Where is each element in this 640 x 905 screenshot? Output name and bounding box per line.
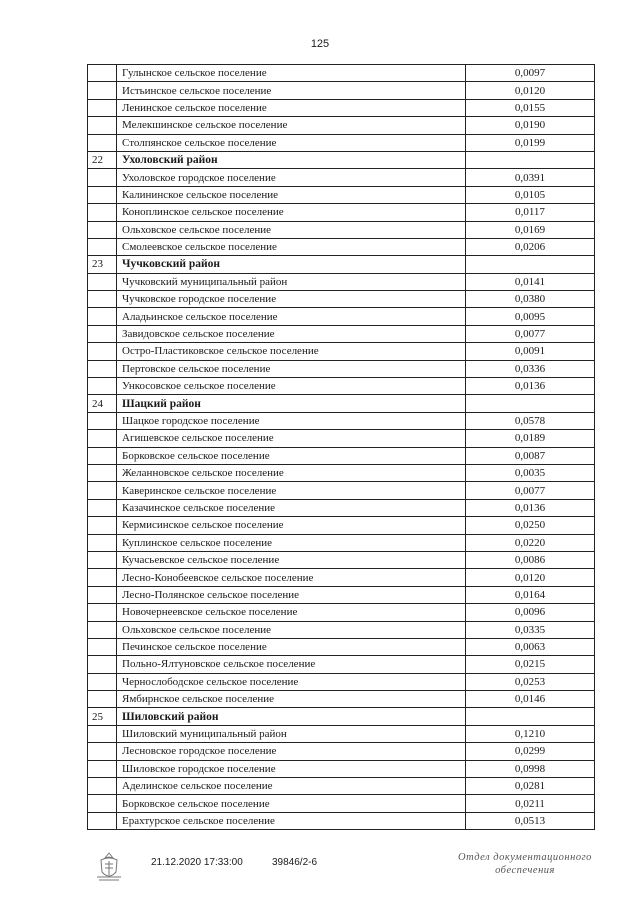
coefficient-cell: 0,0199 [466,134,595,151]
coefficient-cell: 0,0578 [466,412,595,429]
settlement-name-cell: Лесновское городское поселение [117,743,466,760]
coefficient-cell: 0,0155 [466,99,595,116]
settlement-row [88,551,595,568]
footer-document-number: 39846/2-6 [272,857,318,868]
settlement-name-cell: Чучковский муниципальный район [117,273,466,290]
settlement-row [88,778,595,795]
row-number-cell [88,238,117,255]
row-number-cell [88,517,117,534]
settlement-name-cell: Смолеевское сельское поселение [117,238,466,255]
settlement-name-cell: Ямбирнское сельское поселение [117,691,466,708]
page-number: 125 [310,38,330,50]
row-number-cell [88,325,117,342]
settlement-name-cell: Мелекшинское сельское поселение [117,117,466,134]
settlement-name-cell: Кермисинское сельское поселение [117,517,466,534]
coefficient-cell [466,151,595,168]
settlement-name-cell: Печинское сельское поселение [117,638,466,655]
coefficient-cell: 0,0169 [466,221,595,238]
coefficient-cell: 0,0189 [466,430,595,447]
row-number-cell [88,117,117,134]
row-number-cell [88,656,117,673]
settlement-row [88,447,595,464]
row-number-cell [88,221,117,238]
district-row [88,708,595,725]
district-row [88,395,595,412]
coefficient-cell: 0,0136 [466,378,595,395]
settlement-name-cell: Шиловский муниципальный район [117,725,466,742]
settlement-row [88,691,595,708]
coefficient-cell [466,708,595,725]
settlement-row [88,99,595,116]
coefficient-cell: 0,0220 [466,534,595,551]
settlement-row [88,725,595,742]
coefficient-cell: 0,0097 [466,65,595,82]
row-number-cell [88,725,117,742]
allocation-table [87,64,595,830]
district-row [88,256,595,273]
row-number-cell [88,760,117,777]
settlement-name-cell: Шиловское городское поселение [117,760,466,777]
district-name-cell: Чучковский район [117,256,466,273]
row-number-cell: 23 [88,256,117,273]
row-number-cell [88,812,117,829]
settlement-row [88,517,595,534]
settlement-row [88,760,595,777]
settlement-row [88,273,595,290]
settlement-row [88,221,595,238]
settlement-row [88,812,595,829]
settlement-name-cell: Куплинское сельское поселение [117,534,466,551]
row-number-cell [88,99,117,116]
row-number-cell [88,447,117,464]
settlement-row [88,656,595,673]
settlement-name-cell: Гулынское сельское поселение [117,65,466,82]
row-number-cell [88,551,117,568]
coefficient-cell: 0,0211 [466,795,595,812]
row-number-cell [88,795,117,812]
settlement-row [88,65,595,82]
settlement-name-cell: Кучасьевское сельское поселение [117,551,466,568]
coefficient-cell: 0,0164 [466,586,595,603]
row-number-cell [88,65,117,82]
district-name-cell: Шиловский район [117,708,466,725]
footer-datetime: 21.12.2020 17:33:00 [151,857,243,868]
stamp-line-2: обеспечения [495,865,555,876]
coefficient-cell: 0,0096 [466,604,595,621]
row-number-cell [88,482,117,499]
row-number-cell [88,778,117,795]
settlement-row [88,534,595,551]
coefficient-cell: 0,0087 [466,447,595,464]
settlement-row [88,430,595,447]
settlement-name-cell: Казачинское сельское поселение [117,499,466,516]
settlement-name-cell: Лесно-Полянское сельское поселение [117,586,466,603]
settlement-row [88,325,595,342]
row-number-cell [88,586,117,603]
row-number-cell [88,499,117,516]
settlement-row [88,186,595,203]
settlement-row [88,360,595,377]
coat-of-arms-icon [92,850,126,884]
settlement-row [88,638,595,655]
settlement-name-cell: Борковское сельское поселение [117,447,466,464]
coefficient-cell: 0,0117 [466,204,595,221]
row-number-cell [88,169,117,186]
settlement-name-cell: Агишевское сельское поселение [117,430,466,447]
stamp-line-1: Отдел документационного [458,852,592,863]
row-number-cell [88,673,117,690]
coefficient-cell: 0,0063 [466,638,595,655]
settlement-name-cell: Новочернеевское сельское поселение [117,604,466,621]
row-number-cell: 24 [88,395,117,412]
coefficient-cell: 0,0077 [466,325,595,342]
coefficient-cell: 0,0120 [466,82,595,99]
settlement-row [88,169,595,186]
row-number-cell [88,82,117,99]
settlement-name-cell: Завидовское сельское поселение [117,325,466,342]
coefficient-cell: 0,0250 [466,517,595,534]
settlement-row [88,238,595,255]
settlement-row [88,482,595,499]
settlement-name-cell: Калининское сельское поселение [117,186,466,203]
coefficient-cell: 0,0077 [466,482,595,499]
row-number-cell [88,743,117,760]
settlement-name-cell: Чучковское городское поселение [117,291,466,308]
settlement-name-cell: Ольховское сельское поселение [117,221,466,238]
coefficient-cell: 0,0120 [466,569,595,586]
row-number-cell [88,638,117,655]
coefficient-cell: 0,0095 [466,308,595,325]
settlement-row [88,378,595,395]
row-number-cell: 25 [88,708,117,725]
coefficient-cell: 0,0299 [466,743,595,760]
row-number-cell [88,204,117,221]
district-name-cell: Ухоловский район [117,151,466,168]
settlement-name-cell: Коноплинское сельское поселение [117,204,466,221]
row-number-cell [88,621,117,638]
coefficient-cell: 0,0281 [466,778,595,795]
row-number-cell [88,360,117,377]
coefficient-cell: 0,0146 [466,691,595,708]
row-number-cell [88,464,117,481]
settlement-name-cell: Остро-Пластиковское сельское поселение [117,343,466,360]
settlement-name-cell: Лесно-Конобеевское сельское поселение [117,569,466,586]
settlement-name-cell: Аладьинское сельское поселение [117,308,466,325]
district-row [88,151,595,168]
settlement-name-cell: Польно-Ялтуновское сельское поселение [117,656,466,673]
settlement-row [88,204,595,221]
settlement-name-cell: Каверинское сельское поселение [117,482,466,499]
row-number-cell [88,343,117,360]
settlement-row [88,569,595,586]
row-number-cell [88,534,117,551]
row-number-cell [88,691,117,708]
settlement-row [88,134,595,151]
row-number-cell [88,378,117,395]
settlement-row [88,82,595,99]
coefficient-cell: 0,0513 [466,812,595,829]
settlement-name-cell: Шацкое городское поселение [117,412,466,429]
row-number-cell [88,569,117,586]
coefficient-cell: 0,0086 [466,551,595,568]
settlement-row [88,464,595,481]
district-name-cell: Шацкий район [117,395,466,412]
row-number-cell [88,604,117,621]
settlement-name-cell: Ухоловское городское поселение [117,169,466,186]
settlement-name-cell: Ленинское сельское поселение [117,99,466,116]
settlement-row [88,308,595,325]
coefficient-cell: 0,0141 [466,273,595,290]
settlement-name-cell: Ерахтурское сельское поселение [117,812,466,829]
coefficient-cell: 0,0190 [466,117,595,134]
coefficient-cell [466,395,595,412]
settlement-name-cell: Желанновское сельское поселение [117,464,466,481]
coefficient-cell: 0,0091 [466,343,595,360]
coefficient-cell: 0,1210 [466,725,595,742]
settlement-row [88,343,595,360]
coefficient-cell: 0,0105 [466,186,595,203]
row-number-cell [88,430,117,447]
row-number-cell [88,412,117,429]
coefficient-cell: 0,0380 [466,291,595,308]
coefficient-cell: 0,0136 [466,499,595,516]
coefficient-cell: 0,0998 [466,760,595,777]
coefficient-cell: 0,0335 [466,621,595,638]
coefficient-cell: 0,0206 [466,238,595,255]
settlement-row [88,621,595,638]
coefficient-cell: 0,0253 [466,673,595,690]
coefficient-cell: 0,0336 [466,360,595,377]
settlement-name-cell: Аделинское сельское поселение [117,778,466,795]
settlement-row [88,412,595,429]
coefficient-cell [466,256,595,273]
row-number-cell: 22 [88,151,117,168]
settlement-name-cell: Ункосовское сельское поселение [117,378,466,395]
department-stamp [440,851,610,877]
coefficient-cell: 0,0391 [466,169,595,186]
settlement-name-cell: Пертовское сельское поселение [117,360,466,377]
coefficient-cell: 0,0035 [466,464,595,481]
settlement-row [88,586,595,603]
settlement-name-cell: Чернослободское сельское поселение [117,673,466,690]
settlement-name-cell: Истьинское сельское поселение [117,82,466,99]
settlement-row [88,604,595,621]
row-number-cell [88,308,117,325]
coefficient-cell: 0,0215 [466,656,595,673]
settlement-row [88,499,595,516]
settlement-row [88,673,595,690]
settlement-row [88,117,595,134]
settlement-name-cell: Столпянское сельское поселение [117,134,466,151]
row-number-cell [88,134,117,151]
settlement-row [88,291,595,308]
row-number-cell [88,273,117,290]
settlement-row [88,795,595,812]
settlement-name-cell: Ольховское сельское поселение [117,621,466,638]
row-number-cell [88,186,117,203]
settlement-row [88,743,595,760]
settlement-name-cell: Борковское сельское поселение [117,795,466,812]
row-number-cell [88,291,117,308]
